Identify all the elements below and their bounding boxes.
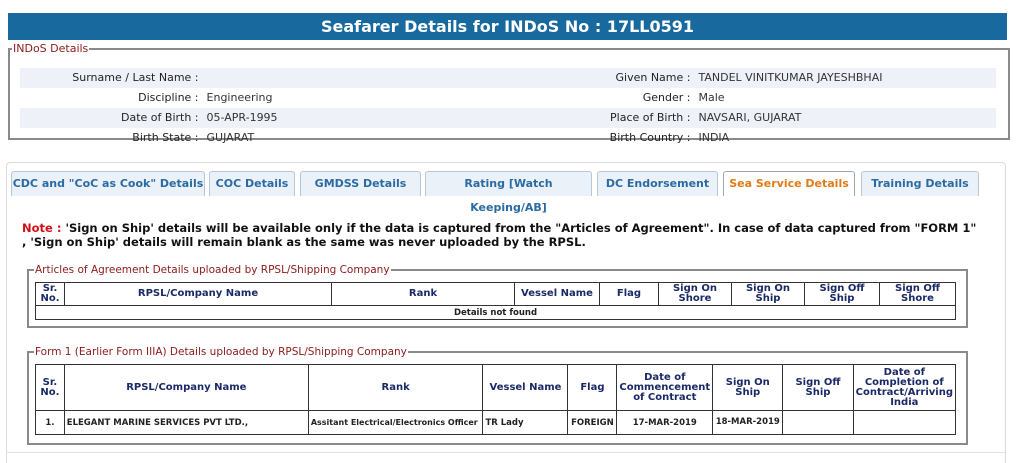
col-sign-off-ship: Sign Off Ship	[783, 365, 853, 411]
col-rank: Rank	[332, 283, 515, 306]
articles-table	[35, 282, 956, 320]
indos-row	[20, 88, 996, 108]
row-flag: FOREIGN	[568, 411, 617, 435]
col-sr-no: Sr. No.	[36, 283, 65, 306]
col-commencement: Date of Commencement of Contract	[617, 365, 713, 411]
row-sign-on-ship: 18-MAR-2019	[713, 411, 783, 435]
empty-message: Details not found	[36, 306, 956, 320]
tab-cdc-details[interactable]: CDC and "CoC as Cook" Details	[11, 171, 205, 196]
given-name-value: TANDEL VINITKUMAR JAYESHBHAI	[698, 71, 883, 84]
tab-coc-details[interactable]: COC Details	[209, 171, 295, 196]
col-sign-off-shore: Sign Off Shore	[880, 283, 956, 306]
note-label: Note :	[22, 221, 62, 235]
surname-label: Surname / Last Name :	[72, 71, 199, 84]
birth-country-label: Birth Country :	[609, 131, 691, 144]
row-vessel-name: TR Lady	[483, 411, 568, 435]
col-rank: Rank	[308, 365, 483, 411]
col-vessel-name: Vessel Name	[483, 365, 568, 411]
col-sign-on-ship: Sign On Ship	[713, 365, 783, 411]
table-row	[36, 411, 956, 435]
tab-sea-service-details[interactable]: Sea Service Details	[723, 171, 855, 196]
row-company-name: ELEGANT MARINE SERVICES PVT LTD.,	[64, 411, 308, 435]
indos-row	[20, 128, 996, 148]
indos-details-legend: INDoS Details	[13, 42, 89, 55]
col-flag: Flag	[568, 365, 617, 411]
row-commencement: 17-MAR-2019	[617, 411, 713, 435]
birth-country-value: INDIA	[698, 131, 730, 144]
dob-label: Date of Birth :	[121, 111, 199, 124]
panel-divider	[6, 452, 1006, 453]
tab-rating-watch-keeping[interactable]: Rating [Watch Keeping/AB]	[425, 171, 592, 196]
col-completion: Date of Completion of Contract/Arriving India	[853, 365, 955, 411]
row-completion	[853, 411, 955, 435]
articles-legend: Articles of Agreement Details uploaded by RPSL/Shipping Company	[35, 264, 390, 276]
col-flag: Flag	[600, 283, 659, 306]
form1-legend: Form 1 (Earlier Form IIIA) Details uploaded by RPSL/Shipping Company	[35, 346, 407, 358]
col-sign-off-ship: Sign Off Ship	[805, 283, 880, 306]
sign-on-note	[22, 221, 982, 249]
birth-state-label: Birth State :	[132, 131, 199, 144]
row-sign-off-ship	[783, 411, 853, 435]
indos-details-section	[8, 42, 1010, 144]
col-sign-on-shore: Sign On Shore	[659, 283, 732, 306]
discipline-label: Discipline :	[138, 91, 199, 104]
gender-label: Gender :	[642, 91, 691, 104]
note-text: 'Sign on Ship' details will be available only if the data is captured from the "Articles of Agreement". In case of data captured from "FORM 1" , 'Sign on Ship' details will remain blank as the same was never uploaded by the RPSL.	[22, 221, 977, 249]
discipline-value: Engineering	[206, 91, 273, 104]
place-of-birth-value: NAVSARI, GUJARAT	[698, 111, 802, 124]
form1-table	[35, 364, 956, 435]
birth-state-value: GUJARAT	[206, 131, 255, 144]
indos-row	[20, 68, 996, 88]
tab-training-details[interactable]: Training Details	[861, 171, 979, 196]
page-title: Seafarer Details for INDoS No : 17LL0591	[8, 13, 1007, 40]
indos-row	[20, 108, 996, 128]
row-rank: Assitant Electrical/Electronics Officer	[308, 411, 483, 435]
col-company-name: RPSL/Company Name	[64, 365, 308, 411]
col-sign-on-ship: Sign On Ship	[732, 283, 805, 306]
place-of-birth-label: Place of Birth :	[610, 111, 691, 124]
dob-value: 05-APR-1995	[206, 111, 278, 124]
row-sr-no: 1.	[36, 411, 65, 435]
tab-gmdss-details[interactable]: GMDSS Details	[300, 171, 421, 196]
surname-value	[203, 68, 524, 88]
gender-value: Male	[698, 91, 725, 104]
col-company-name: RPSL/Company Name	[65, 283, 332, 306]
given-name-label: Given Name :	[615, 71, 691, 84]
indos-details-grid	[20, 68, 996, 148]
col-sr-no: Sr. No.	[36, 365, 65, 411]
col-vessel-name: Vessel Name	[515, 283, 600, 306]
tab-dc-endorsement[interactable]: DC Endorsement	[597, 171, 718, 196]
